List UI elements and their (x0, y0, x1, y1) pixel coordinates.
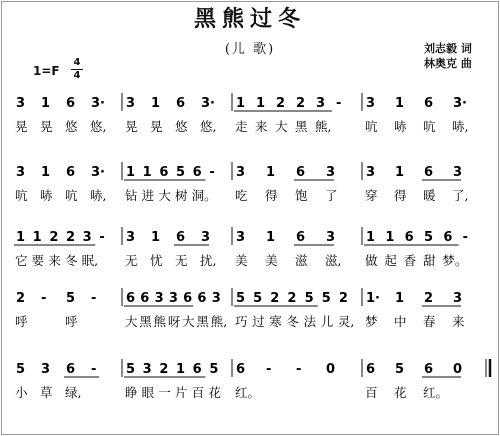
lyric: 小 (15, 385, 28, 400)
lyricist-credit: 刘志毅 词 (424, 42, 472, 55)
note: 6 (66, 96, 76, 111)
note: 3 (126, 230, 136, 245)
note: 6 (443, 230, 453, 245)
lyric: 花 (394, 385, 407, 400)
lyric: 熊 (153, 314, 167, 329)
note: 1 (395, 291, 405, 306)
lyric: 春 (423, 314, 436, 329)
note: - (99, 230, 105, 245)
note: 6 (296, 230, 306, 245)
note: - (41, 291, 47, 306)
note: 2 (159, 362, 169, 377)
composer-credit: 林奥克 曲 (424, 57, 472, 70)
lyric: 滋 (295, 253, 308, 268)
note: 2 (424, 291, 434, 306)
note: 3 (168, 291, 178, 306)
note: 6 (66, 165, 76, 180)
lyric: 百 (365, 385, 378, 400)
lyric: 梦 (365, 314, 378, 329)
note: 3 (366, 96, 376, 111)
note: 3· (91, 165, 105, 180)
lyric: 晃 (40, 119, 53, 134)
note: 5 (253, 291, 263, 306)
note: 1 (266, 165, 276, 180)
lyric: 扰, (200, 253, 217, 268)
note: 5 (395, 362, 405, 377)
note: 1 (41, 165, 51, 180)
note: 3 (453, 165, 463, 180)
note: 6 (126, 291, 136, 306)
lyric: 得 (265, 188, 278, 203)
lyric: 悠 (65, 119, 78, 134)
note: - (336, 96, 342, 111)
lyric: 树 (175, 188, 188, 203)
lyric: 得 (394, 188, 407, 203)
lyric: 无 (175, 253, 188, 268)
note: 1 (41, 96, 51, 111)
note: 5 (236, 291, 246, 306)
note: 0 (326, 362, 336, 377)
note: 3· (201, 96, 215, 111)
note: 5 (304, 291, 314, 306)
note: 6 (192, 165, 202, 180)
note: 3· (453, 96, 467, 111)
lyric: 饱 (295, 188, 308, 203)
lyric: 梦。 (442, 253, 468, 268)
note: 2 (287, 291, 297, 306)
lyric: 暖 (423, 188, 436, 203)
note: 1 (32, 230, 42, 245)
note: 1 (236, 96, 246, 111)
lyric: 悠 (175, 119, 188, 134)
note: 1 (385, 230, 395, 245)
lyric: 灵, (337, 314, 355, 329)
lyric: 无 (125, 253, 138, 268)
note: 1 (126, 165, 136, 180)
lyric: 走 (235, 119, 248, 134)
lyric: 钻 (125, 188, 138, 203)
note: 5 (209, 362, 219, 377)
lyric: 呼 (15, 314, 28, 329)
lyric: 美 (265, 253, 278, 268)
lyric: 黑 (295, 119, 308, 134)
note: 6 (159, 165, 169, 180)
note: 1 (151, 230, 161, 245)
lyric: 片 (175, 385, 188, 400)
lyric: 穿 (365, 188, 378, 203)
note: 6 (366, 362, 376, 377)
note: 2 (338, 291, 348, 306)
note: 6 (66, 362, 76, 377)
note: - (91, 291, 97, 306)
lyric: 大 (125, 314, 138, 329)
lyric: 滋, (325, 253, 342, 268)
note: 2 (49, 230, 59, 245)
note: 3 (326, 165, 336, 180)
lyric: 来 (452, 314, 465, 329)
note: 3 (316, 96, 326, 111)
note: - (296, 362, 302, 377)
note: 3 (41, 362, 51, 377)
note: 1 (176, 362, 186, 377)
lyric: 晃 (15, 119, 28, 134)
note: 6 (176, 96, 186, 111)
note: 3· (91, 96, 105, 111)
lyric: 香 (403, 253, 417, 268)
note: 2 (296, 96, 306, 111)
note: 1 (16, 230, 26, 245)
lyric: 熊, (210, 314, 228, 329)
note: 3 (326, 230, 336, 245)
note: 3 (211, 291, 221, 306)
note: 6 (404, 230, 414, 245)
note: 3 (16, 165, 26, 180)
lyric: 寒 (269, 314, 282, 329)
note: 5 (424, 230, 434, 245)
lyric: 做 (365, 253, 378, 268)
lyric: 吃 (235, 188, 248, 203)
lyric: 中 (394, 314, 407, 329)
note: 5 (16, 362, 26, 377)
lyric: 睁 (125, 385, 138, 400)
lyric: 熊, (315, 119, 332, 134)
note: 6 (140, 291, 150, 306)
lyric: 洞。 (191, 188, 217, 203)
lyric: 百 (191, 385, 205, 400)
lyric: 悠, (200, 119, 217, 134)
note: 1 (142, 165, 152, 180)
note: - (266, 362, 272, 377)
note: - (91, 362, 97, 377)
note: 3 (453, 291, 463, 306)
lyric: 来 (255, 119, 268, 134)
lyric: 眠, (81, 253, 99, 268)
lyric: 哧, (452, 119, 469, 134)
note: 3 (236, 230, 246, 245)
lyric: 法 (303, 314, 317, 329)
note: 2 (16, 291, 26, 306)
lyric: 大 (182, 314, 195, 329)
note: 6 (197, 291, 207, 306)
lyric: 黑 (139, 314, 152, 329)
lyric: 了 (325, 188, 338, 203)
lyric: 大 (275, 119, 288, 134)
note: - (462, 230, 469, 245)
note: 1 (256, 96, 266, 111)
lyric: 冬 (286, 314, 299, 329)
note: 1 (366, 230, 376, 245)
lyric: 吭 (15, 188, 28, 203)
lyric: 巧 (235, 314, 248, 329)
lyric: 起 (384, 253, 397, 268)
note: 3 (126, 96, 136, 111)
lyric: 冬 (65, 253, 78, 268)
lyric: 了, (452, 188, 469, 203)
lyric: 来 (48, 253, 61, 268)
note: 6 (424, 362, 434, 377)
lyric: 美 (235, 253, 248, 268)
note: 5 (126, 362, 136, 377)
lyric: 甜 (423, 253, 436, 268)
lyric: 它 (15, 253, 28, 268)
lyric: 一 (158, 385, 171, 400)
lyric: 草 (40, 385, 53, 400)
note: 3 (236, 165, 246, 180)
lyric: 呼 (65, 314, 78, 329)
lyric: 红。 (423, 385, 449, 400)
note: 3 (154, 291, 164, 306)
lyric: 吭 (423, 119, 436, 134)
lyric: 绿, (65, 385, 82, 400)
note: 3 (142, 362, 152, 377)
note: 1· (366, 291, 380, 306)
time-signature-top: 4 (73, 57, 81, 68)
note: 6 (176, 230, 186, 245)
lyric: 哧 (394, 119, 407, 134)
time-signature-bottom: 4 (73, 70, 81, 81)
note: 6 (236, 362, 246, 377)
note: 2 (66, 230, 76, 245)
lyric: 晃 (125, 119, 138, 134)
note: 3 (82, 230, 92, 245)
lyric: 过 (252, 314, 265, 329)
note: 6 (424, 96, 434, 111)
note: - (209, 165, 215, 180)
lyric: 眼 (141, 385, 155, 400)
note: 3 (16, 96, 26, 111)
lyric: 黑 (196, 314, 209, 329)
lyric: 儿 (320, 314, 334, 329)
note: 6 (183, 291, 193, 306)
note: 5 (176, 165, 186, 180)
note: 3 (201, 230, 211, 245)
note: 1 (395, 165, 405, 180)
score-subtitle: (儿 歌) (224, 42, 276, 57)
note: 6 (192, 362, 202, 377)
lyric: 花 (208, 385, 221, 400)
lyric: 呀 (167, 314, 181, 329)
note: 0 (453, 362, 463, 377)
note: 1 (266, 230, 276, 245)
note: 2 (276, 96, 286, 111)
key-signature: 1=F (33, 64, 60, 78)
lyric: 要 (31, 253, 45, 268)
note: 6 (296, 165, 306, 180)
lyric: 大 (158, 188, 171, 203)
lyric: 哧 (40, 188, 53, 203)
lyric: 晃 (150, 119, 163, 134)
lyric: 红。 (235, 385, 261, 400)
note: 3 (366, 165, 376, 180)
note: 6 (424, 165, 434, 180)
lyric: 吭 (365, 119, 378, 134)
note: 5 (321, 291, 331, 306)
note: 5 (66, 291, 76, 306)
note: 2 (270, 291, 280, 306)
note: 1 (151, 96, 161, 111)
score-title: 黑熊过冬 (193, 6, 306, 32)
lyric: 进 (141, 188, 155, 203)
lyric: 吭 (65, 188, 78, 203)
lyric: 忧 (150, 253, 163, 268)
lyric: 哧, (90, 188, 107, 203)
lyric: 悠, (90, 119, 107, 134)
note: 1 (395, 96, 405, 111)
